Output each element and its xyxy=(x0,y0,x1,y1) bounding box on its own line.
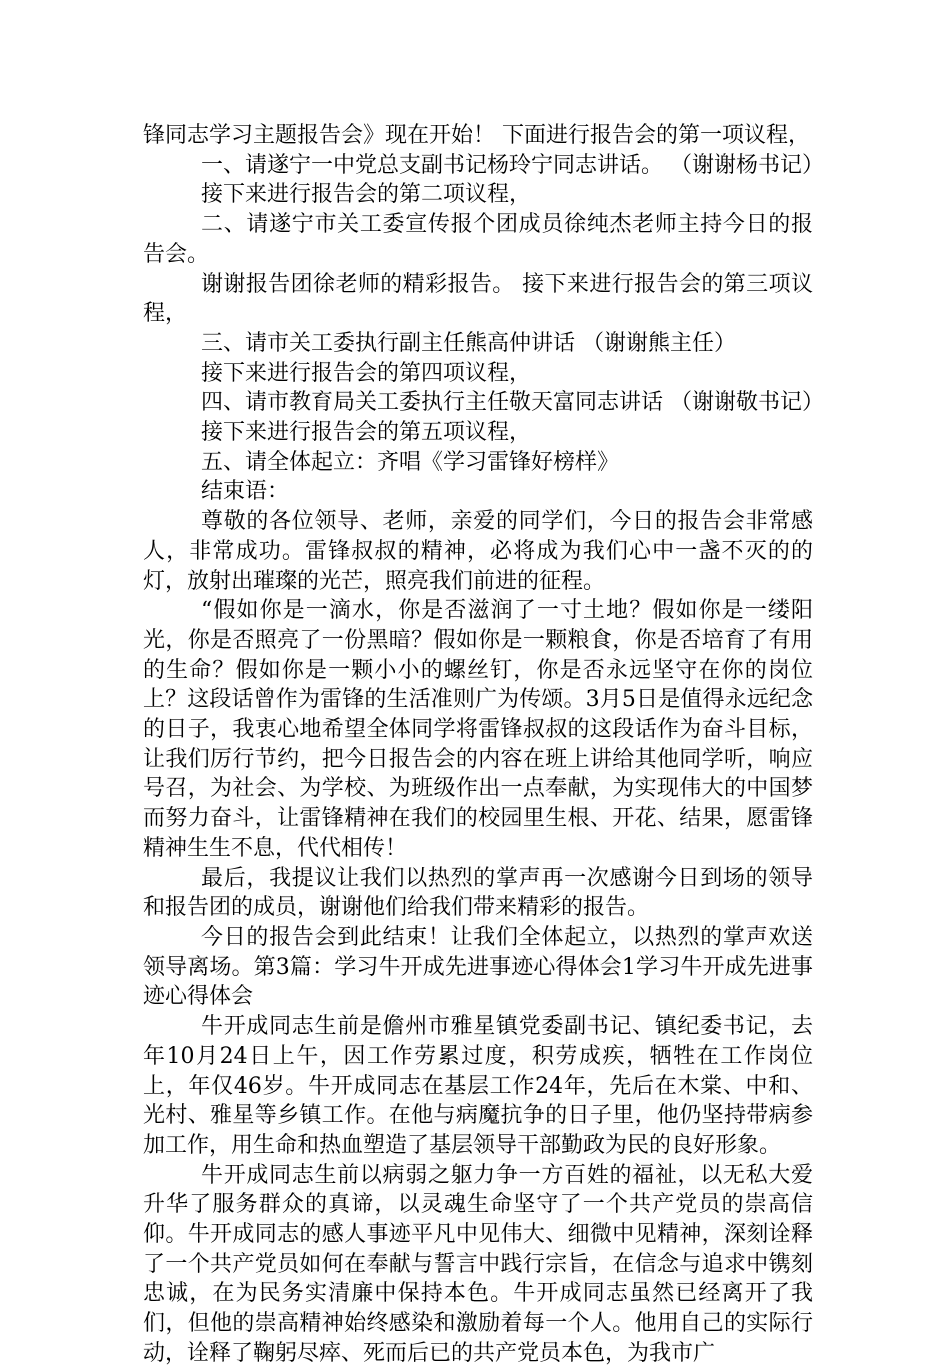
paragraph: 最后，我提议让我们以热烈的掌声再一次感谢今日到场的领导和报告团的成员，谢谢他们给我们带来精彩的报告。 xyxy=(143,865,813,921)
paragraph: “假如你是一滴水，你是否滋润了一寸土地？假如你是一缕阳光，你是否照亮了一份黑暗？假如你是一颗粮食，你是否培育了有用的生命？假如你是一颗小小的螺丝钉，你是否永远坚守在你的岗位上？这段话曾作为雷锋的生活准则广为传颂。3月5日是值得永远纪念的日子，我衷心地希望全体同学将雷锋叔叔的这段话作为奋斗目标，让我们厉行节约，把今日报告会的内容在班上讲给其他同学听，响应号召，为社会、为学校、为班级作出一点奉献，为实现伟大的中国梦而努力奋斗，让雷锋精神在我们的校园里生根、开花、结果，愿雷锋精神生生不息，代代相传！ xyxy=(143,598,813,861)
paragraph: 四、请市教育局关工委执行主任敬天富同志讲话 （谢谢敬书记） xyxy=(201,390,824,416)
paragraph: 牛开成同志生前是儋州市雅星镇党委副书记、镇纪委书记，去年10月24日上午，因工作劳累过度，积劳成疾，牺牲在工作岗位上，年仅46岁。牛开成同志在基层工作24年，先后在木棠、中和、光村、雅星等乡镇工作。在他与病魔抗争的日子里，他仍坚持带病参加工作，用生命和热血塑造了基层领导干部勤政为民的良好形象。 xyxy=(143,1014,813,1158)
paragraph: 一、请遂宁一中党总支副书记杨玲宁同志讲话。 （谢谢杨书记） xyxy=(201,152,824,178)
paragraph: 三、请市关工委执行副主任熊高仲讲话 （谢谢熊主任） xyxy=(201,330,736,356)
paragraph: 接下来进行报告会的第二项议程， xyxy=(201,182,532,208)
paragraph: 今日的报告会到此结束！让我们全体起立，以热烈的掌声欢送领导离场。第3篇：学习牛开成先进事迹心得体会1学习牛开成先进事迹心得体会 xyxy=(143,924,813,1010)
paragraph: 二、请遂宁市关工委宣传报个团成员徐纯杰老师主持今日的报告会。 xyxy=(143,212,813,267)
paragraph: 接下来进行报告会的第四项议程， xyxy=(201,360,532,386)
paragraph: 谢谢报告团徐老师的精彩报告。 接下来进行报告会的第三项议程， xyxy=(143,271,813,327)
paragraph: 尊敬的各位领导、老师，亲爱的同学们，今日的报告会非常感人，非常成功。雷锋叔叔的精神，必将成为我们心中一盏不灭的的灯，放射出璀璨的光芒，照亮我们前进的征程。 xyxy=(143,509,813,594)
paragraph: 牛开成同志生前以病弱之躯力争一方百姓的福祉，以无私大爱升华了服务群众的真谛，以灵魂生命坚守了一个共产党员的崇高信仰。牛开成同志的感人事迹平凡中见伟大、细微中见精神，深刻诠释了一个共产党员如何在奉献与誓言中践行宗旨，在信念与追求中镌刻忠诚，在为民务实清廉中保持本色。牛开成同志虽然已经离开了我们，但他的崇高精神始终感染和激励着每一个人。他用自己的实际行动，诠释了鞠躬尽瘁、死而后已的共产党员本色，为我市广 xyxy=(143,1162,813,1366)
paragraph: 接下来进行报告会的第五项议程， xyxy=(201,420,532,446)
paragraph: 结束语： xyxy=(201,479,290,505)
paragraph: 五、请全体起立：齐唱《学习雷锋好榜样》 xyxy=(201,449,620,475)
paragraph: 锋同志学习主题报告会》现在开始！ 下面进行报告会的第一项议程， xyxy=(143,123,810,148)
document-body xyxy=(143,121,824,1369)
